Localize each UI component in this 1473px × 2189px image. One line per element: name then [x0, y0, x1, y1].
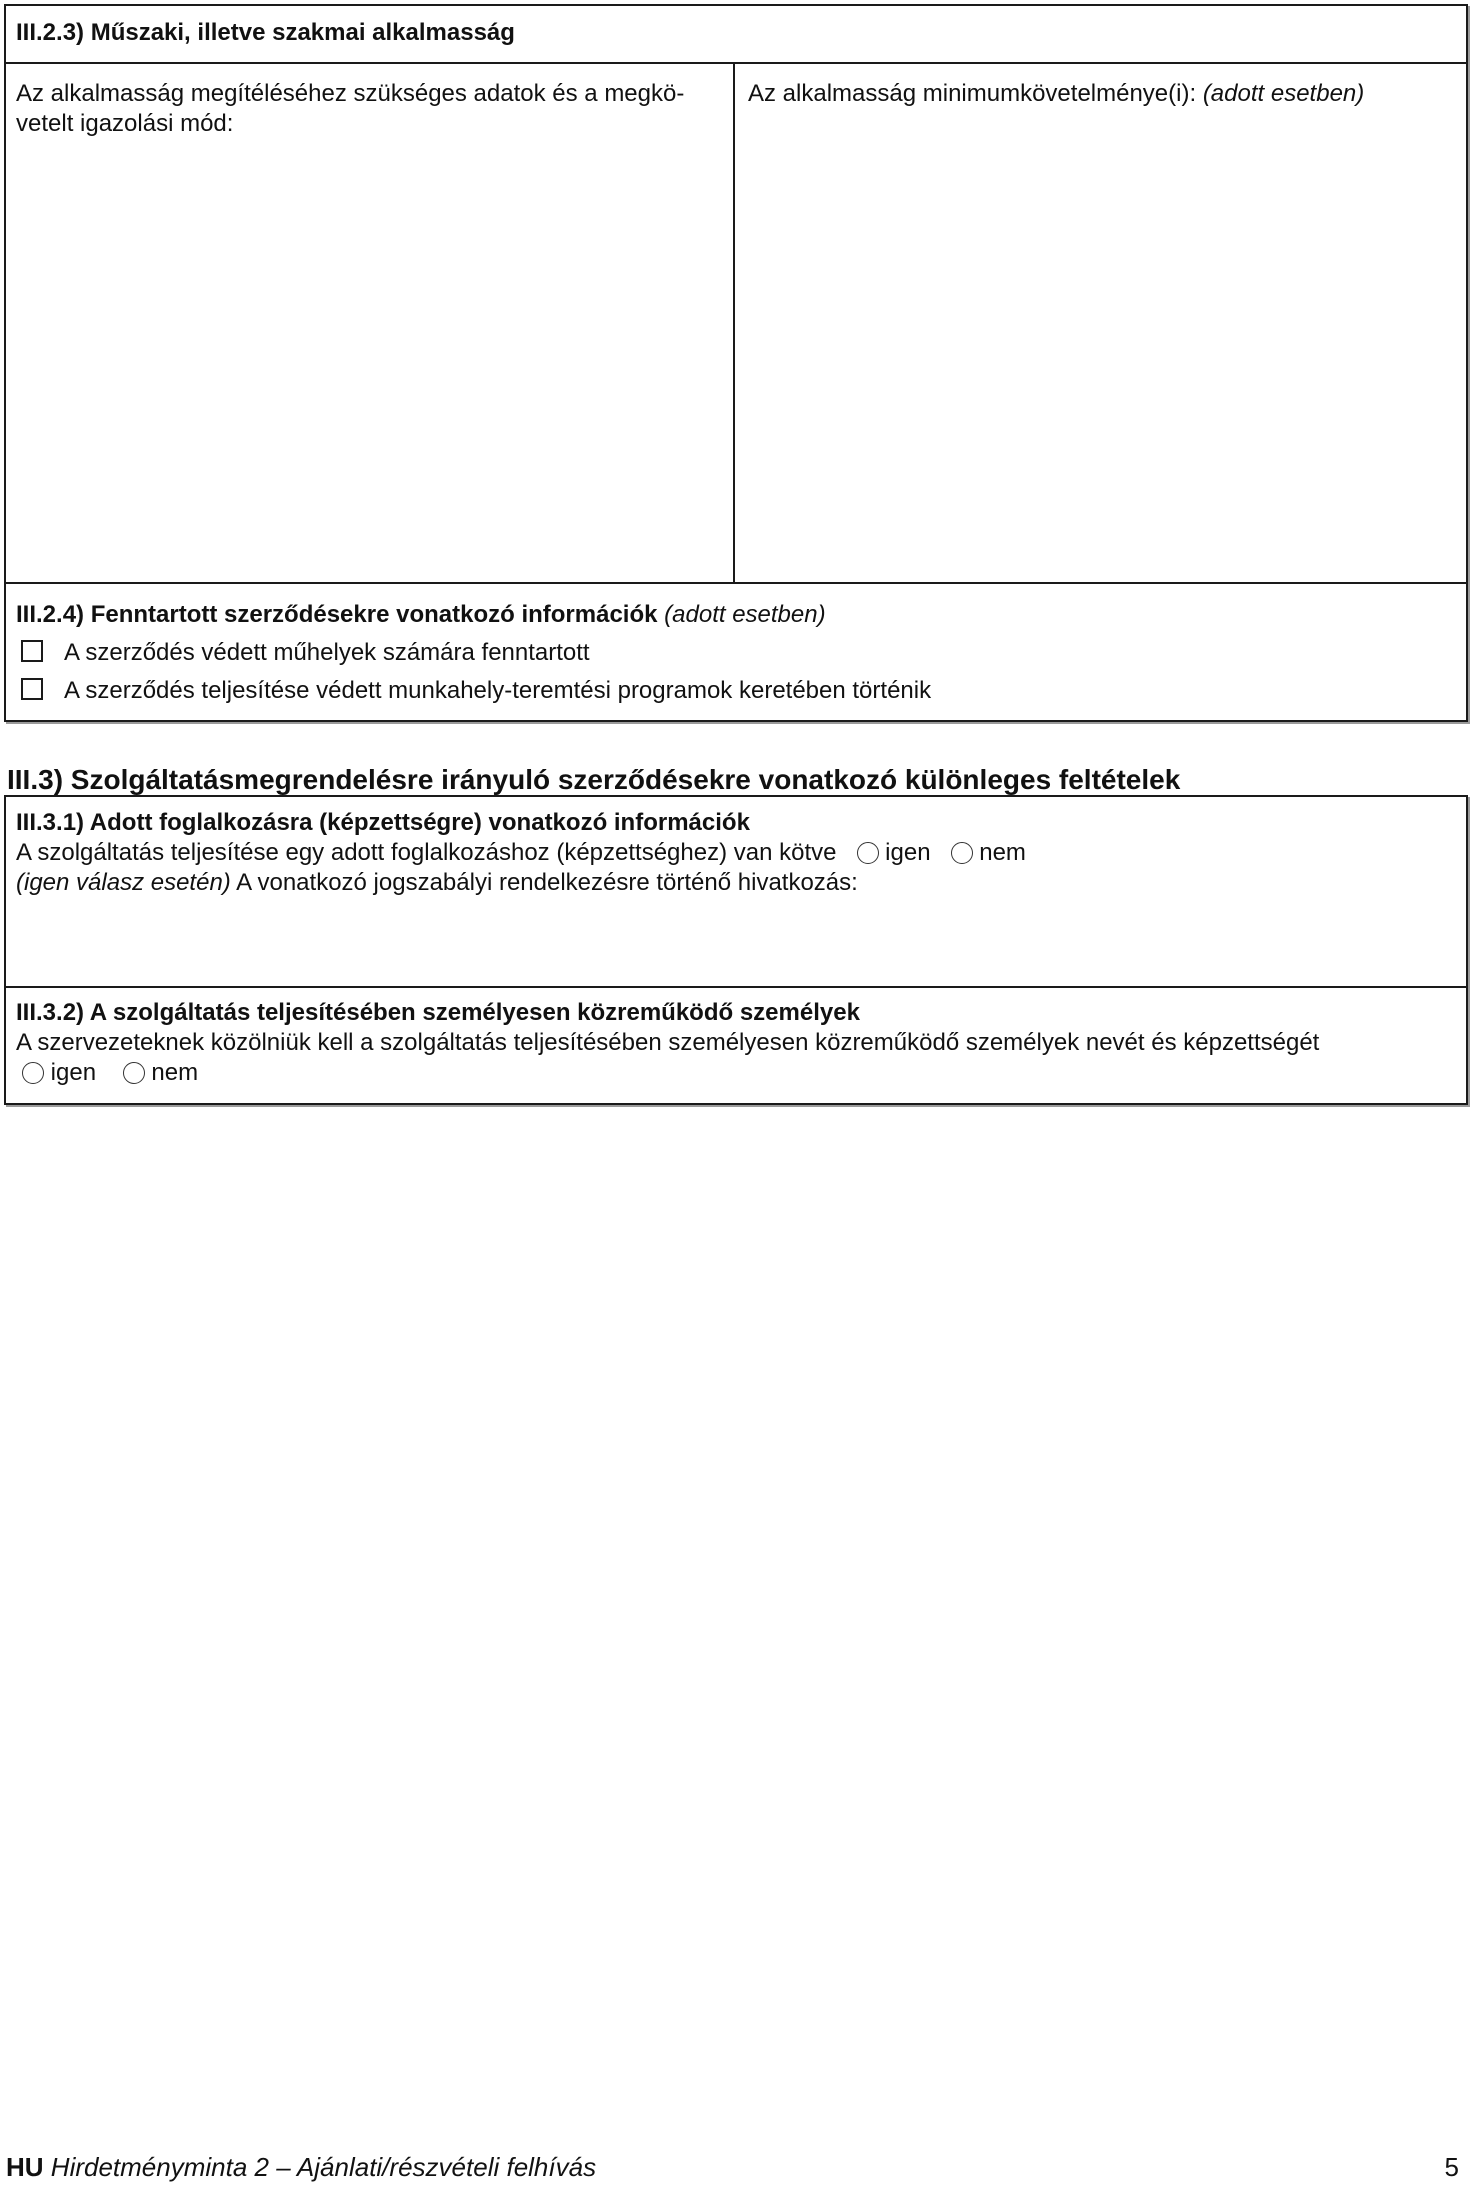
- staff-names-question: A szervezeteknek közölniük kell a szolgáltatás teljesítésében személyesen közreműködő személyek nevét és képzettségét: [16, 1029, 1320, 1056]
- reserved-sheltered-workshop-checkbox[interactable]: [21, 640, 43, 662]
- legal-reference-text-area[interactable]: [6, 902, 1466, 984]
- reserved-contracts-title: III.2.4) Fenntartott szerződésekre vonatkozó információk: [16, 601, 658, 628]
- optional-note: (adott esetben): [664, 601, 826, 628]
- profession-no-label: nem: [979, 839, 1026, 866]
- reserved-sheltered-workshop-label: A szerződés védett műhelyek számára fenntartott: [64, 639, 590, 666]
- language-code: HU: [6, 2152, 44, 2182]
- section-title-iii-2-4: [16, 600, 826, 630]
- legal-reference-label: A vonatkozó jogszabályi rendelkezésre történő hivatkozás:: [236, 869, 858, 896]
- staff-names-no-label: nem: [151, 1059, 199, 1086]
- page-number: 5: [1444, 2152, 1459, 2182]
- verification-text-area[interactable]: [6, 142, 731, 580]
- field-label-verification-line1: Az alkalmasság megítéléséhez szükséges adatok és a megkö-: [16, 80, 685, 107]
- section-title-iii-3-2: III.3.2) A szolgáltatás teljesítésében személyesen közreműködő személyek: [16, 999, 860, 1026]
- divider: [4, 986, 1468, 988]
- divider: [4, 62, 1468, 64]
- profession-yes-label: igen: [885, 839, 931, 866]
- profession-yes-radio[interactable]: [857, 842, 879, 864]
- reserved-employment-programme-checkbox[interactable]: [21, 678, 43, 700]
- profession-no-radio[interactable]: [951, 842, 973, 864]
- optional-note: (adott esetben): [1202, 80, 1365, 107]
- column-divider: [733, 62, 735, 582]
- page-footer: [6, 2151, 596, 2184]
- minimum-requirements-text-area[interactable]: [737, 142, 1466, 580]
- section-title-iii-2-3: III.2.3) Műszaki, illetve szakmai alkalmasság: [16, 19, 515, 46]
- profession-question-row: [16, 838, 1026, 868]
- document-name: Hirdetményminta 2 – Ajánlati/részvételi felhívás: [50, 2152, 597, 2182]
- legal-reference-row: [16, 868, 858, 898]
- field-label-verification-line2: vetelt igazolási mód:: [16, 110, 234, 137]
- staff-names-yes-label: igen: [50, 1059, 97, 1086]
- if-yes-note: (igen válasz esetén): [16, 869, 231, 896]
- minimum-requirements-label: Az alkalmasság minimumkövetelménye(i):: [748, 80, 1197, 107]
- staff-names-no-radio[interactable]: [123, 1062, 145, 1084]
- divider: [4, 582, 1468, 584]
- staff-names-yes-radio[interactable]: [22, 1062, 44, 1084]
- field-label-minimum-requirements: [748, 79, 1364, 109]
- section-title-iii-3-1: III.3.1) Adott foglalkozásra (képzettségre) vonatkozó információk: [16, 809, 750, 836]
- profession-question: A szolgáltatás teljesítése egy adott foglalkozáshoz (képzettséghez) van kötve: [16, 839, 837, 866]
- staff-names-options-row: [22, 1058, 198, 1088]
- reserved-employment-programme-label: A szerződés teljesítése védett munkahely-teremtési programok keretében történik: [64, 677, 932, 704]
- section-heading-iii-3: III.3) Szolgáltatásmegrendelésre irányuló szerződésekre vonatkozó különleges feltételek: [7, 764, 1181, 795]
